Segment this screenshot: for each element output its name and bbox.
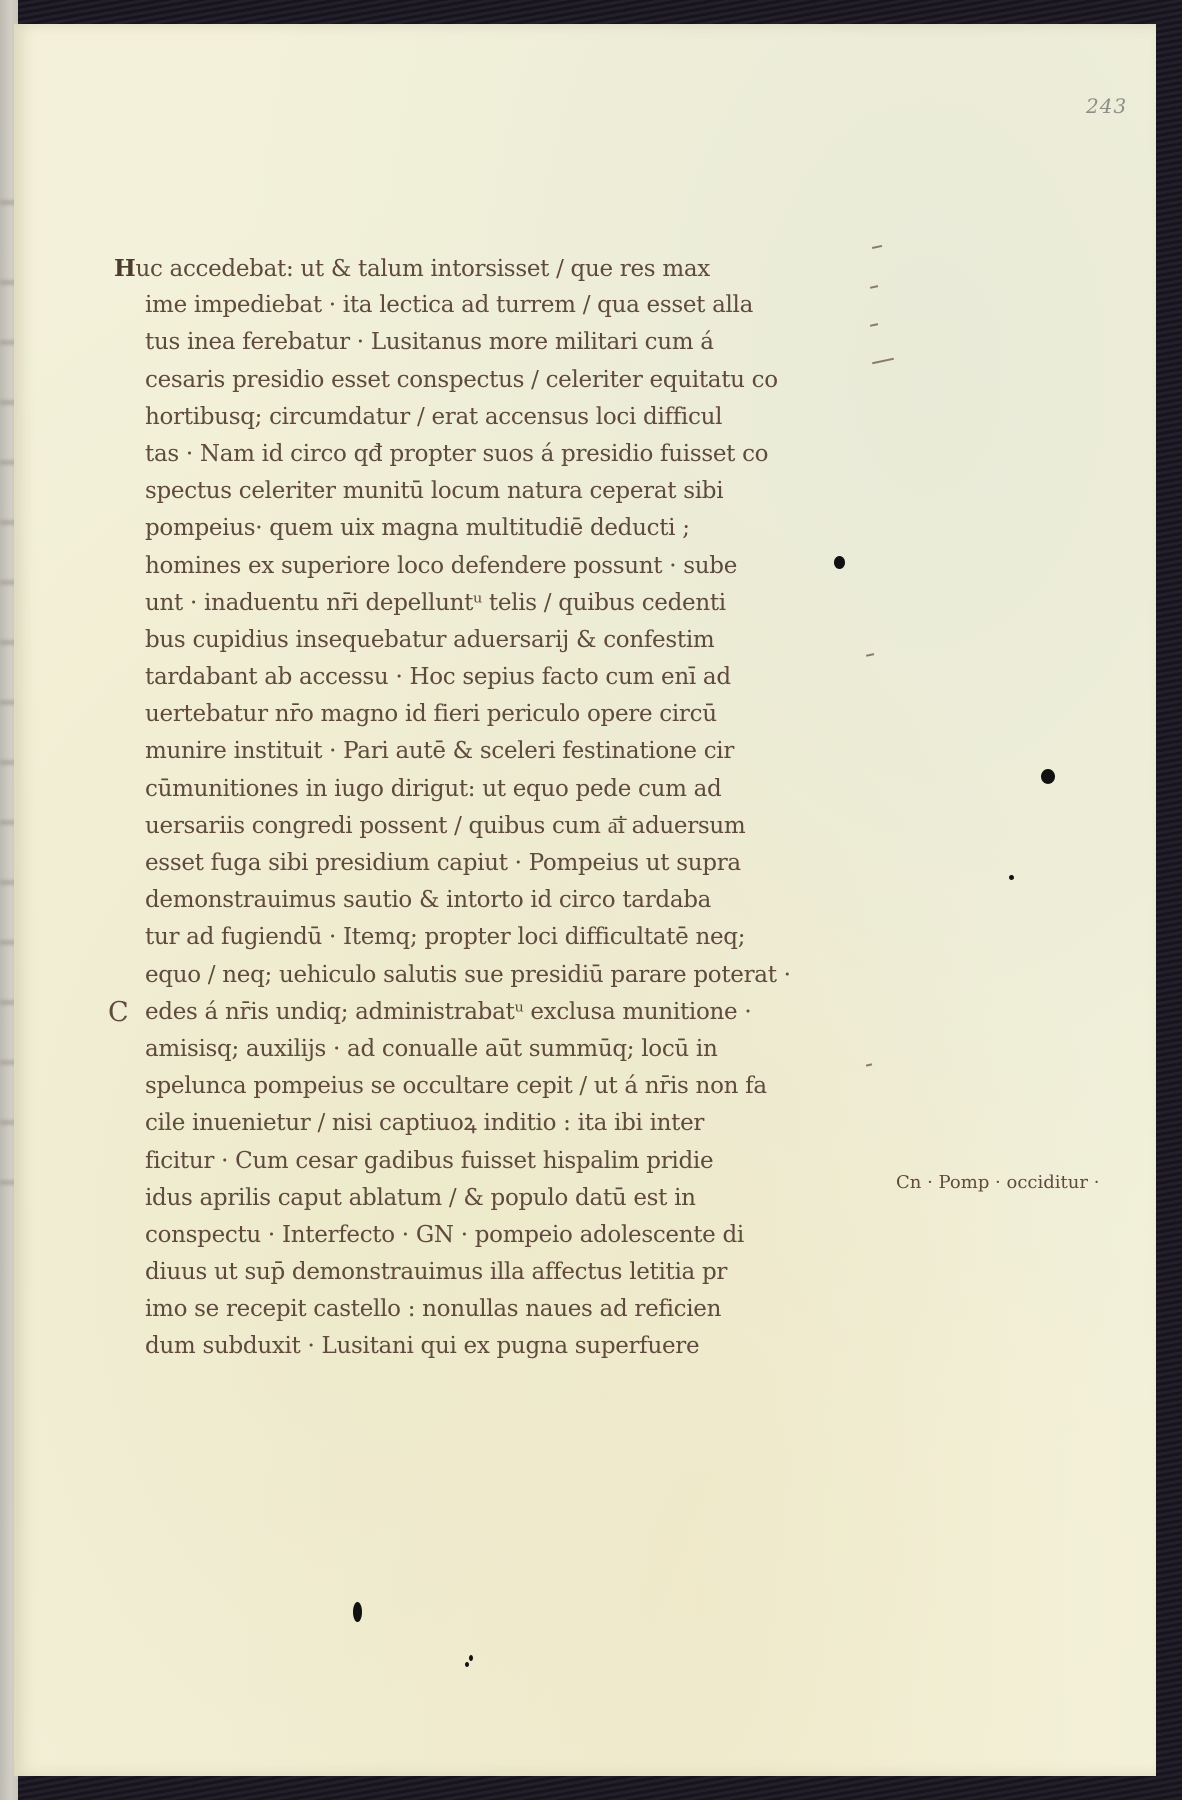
line-text: diuus ut sup̄ demonstrauimus illa affectus letitia pr <box>145 1259 728 1286</box>
line-text: tus inea ferebatur · Lusitanus more militari cum á <box>145 329 714 356</box>
text-line <box>114 362 894 399</box>
text-line <box>108 994 894 1031</box>
text-line <box>114 399 894 436</box>
initial-letter: H <box>114 255 136 282</box>
initial-letter: C <box>108 996 129 1028</box>
line-text: bus cupidius insequebatur aduersarij & confestim <box>145 626 715 653</box>
line-text: munire instituit · Pari autē & sceleri festinatione cir <box>145 738 735 765</box>
line-text: esset fuga sibi presidium capiut · Pompeius ut supra <box>145 850 741 876</box>
line-text: spectus celeriter munitū locum natura ceperat sibi <box>145 478 724 505</box>
line-text: unt · inaduentu nr̄i depelluntᵘ telis / quibus cedenti <box>145 589 726 616</box>
line-text: dum subduxit · Lusitani qui ex pugna superfuere <box>145 1333 700 1360</box>
text-line <box>114 1217 894 1254</box>
line-text: edes á nr̄is undiq; administrabatᵘ exclusa munitione · <box>145 998 752 1025</box>
text-line <box>114 845 894 882</box>
text-line <box>114 882 894 919</box>
line-text: uc accedebat: ut & talum intorsisset / que res max <box>135 256 710 282</box>
ink-blot <box>834 556 845 569</box>
line-text: amisisq; auxilijs · ad conualle aūt summūq; locū in <box>145 1035 718 1062</box>
line-text: demonstrauimus sautio & intorto id circo tardaba <box>145 887 712 914</box>
text-line <box>114 510 894 547</box>
line-text: cile inuenietur / nisi captiuoꝝ inditio : ita ibi inter <box>145 1110 705 1137</box>
line-text: conspectu · Interfecto · GN · pompeio adolescente di <box>145 1221 744 1248</box>
text-line <box>114 1180 894 1217</box>
line-text: cūmunitiones in iugo dirigut: ut equo pede cum ad <box>145 775 722 802</box>
line-text: uertebatur nr̄o magno id fieri periculo opere circū <box>145 701 717 728</box>
line-text: ime impediebat · ita lectica ad turrem / qua esset alla <box>145 292 754 319</box>
line-text: tur ad fugiendū · Itemq; propter loci difficultatē neq; <box>145 924 746 951</box>
text-line <box>114 287 894 324</box>
text-line <box>114 622 894 659</box>
line-text: ficitur · Cum cesar gadibus fuisset hispalim pridie <box>145 1147 714 1174</box>
text-line <box>114 1068 894 1105</box>
text-line <box>114 659 894 696</box>
line-text: idus aprilis caput ablatum / & populo datū est in <box>145 1184 696 1211</box>
text-line <box>114 1254 894 1291</box>
text-line <box>114 436 894 473</box>
marginal-note: Cn · Pomp · occiditur · <box>896 1172 1100 1193</box>
ink-blot <box>1009 875 1014 880</box>
line-text: equo / neq; uehiculo salutis sue presidiū parare poterat · <box>145 961 791 988</box>
text-line <box>114 585 894 622</box>
line-text: hortibusq; circumdatur / erat accensus loci difficul <box>145 403 723 430</box>
text-line <box>114 473 894 510</box>
text-line <box>114 696 894 733</box>
ink-blot <box>353 1602 362 1622</box>
folio-number: 243 <box>1086 94 1128 118</box>
text-line <box>114 733 894 770</box>
text-line <box>114 1105 894 1142</box>
main-text-block <box>108 250 894 1366</box>
line-text: tardabant ab accessu · Hoc sepius facto cum enī ad <box>145 664 731 691</box>
text-line <box>114 919 894 956</box>
text-line <box>114 808 894 845</box>
text-line <box>114 1328 894 1365</box>
text-line <box>114 1143 894 1180</box>
ink-blot <box>469 1655 473 1661</box>
line-text: spelunca pompeius se occultare cepit / ut á nr̄is non fa <box>145 1073 767 1100</box>
text-line <box>114 771 894 808</box>
line-text: imo se recepit castello : nonullas naues ad reficien <box>145 1296 722 1323</box>
manuscript-page <box>14 24 1156 1776</box>
line-text: cesaris presidio esset conspectus / celeriter equitatu co <box>145 366 778 393</box>
text-line <box>114 957 894 994</box>
text-line <box>114 324 894 361</box>
line-text: uersariis congredi possent / quibus cum a͞i aduersum <box>145 812 746 839</box>
line-filler-mark <box>872 245 882 249</box>
ink-blot <box>465 1662 469 1667</box>
text-line <box>114 548 894 585</box>
line-text: tas · Nam id circo qđ propter suos á presidio fuisset co <box>145 440 769 467</box>
line-text: homines ex superiore loco defendere possunt · sube <box>145 552 738 579</box>
text-line <box>114 250 894 287</box>
line-text: pompeius· quem uix magna multitudiē deducti ; <box>145 515 690 542</box>
text-line <box>114 1031 894 1068</box>
text-line <box>114 1291 894 1328</box>
ink-blot <box>1041 769 1055 784</box>
